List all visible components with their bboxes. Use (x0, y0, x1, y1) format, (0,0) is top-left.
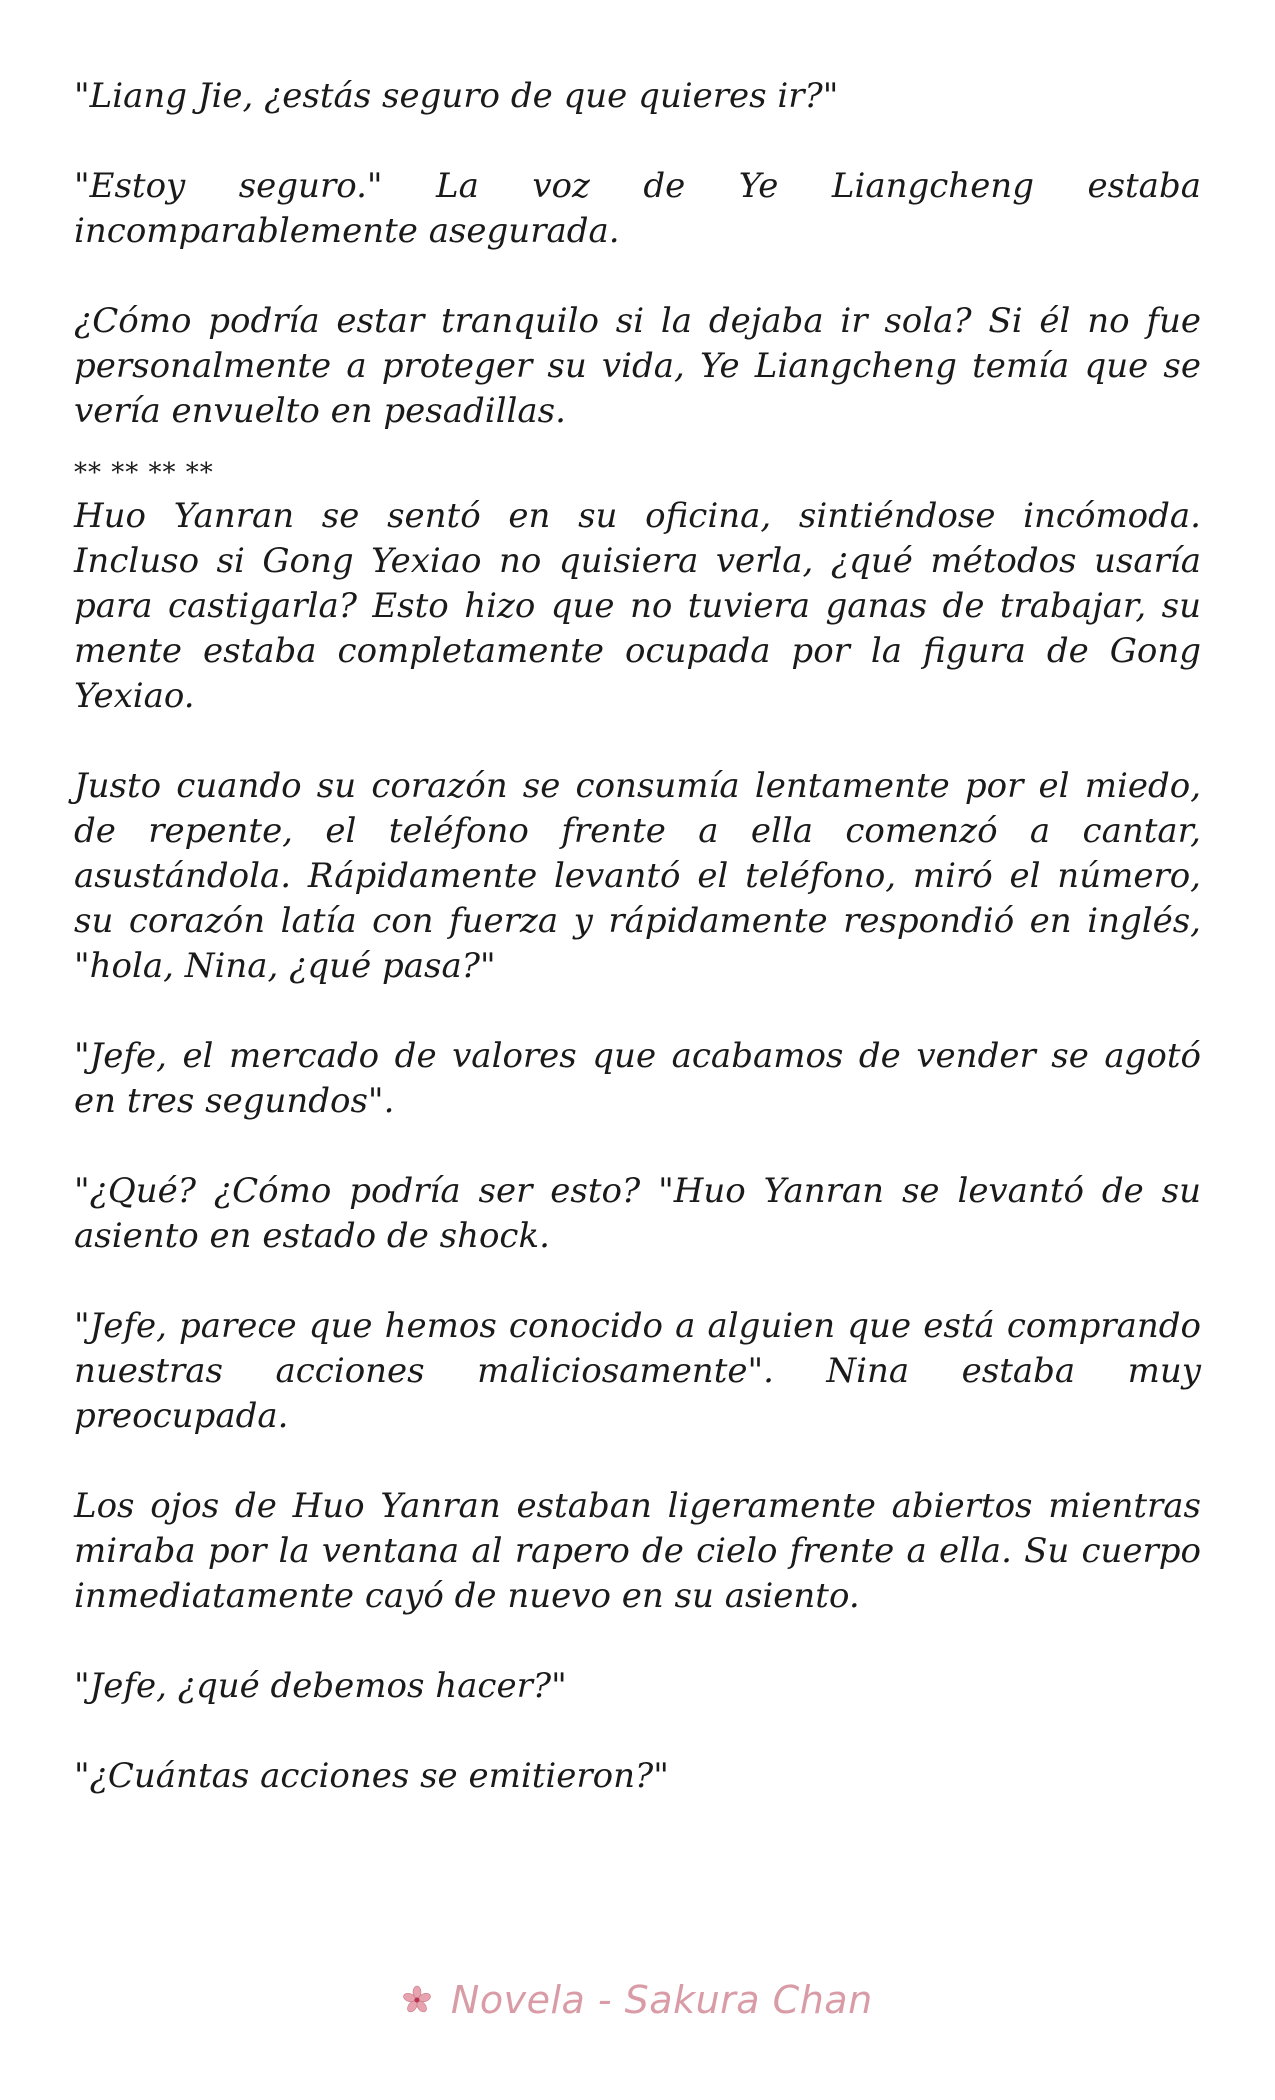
document-body (74, 74, 1201, 1844)
paragraph-11: "¿Cuántas acciones se emitieron?" (74, 1756, 669, 1796)
scene-separator: ** ** ** ** (74, 458, 214, 488)
paragraph-4: Huo Yanran se sentó en su oficina, sintiéndose incómoda. Incluso si Gong Yexiao no quisiera verla, ¿qué métodos usaría para castigarla? Esto hizo que no tuviera ganas de trabajar, su mente estaba completamente ocupada por la figura de Gong Yexiao. (74, 496, 1201, 716)
paragraph-8: "Jefe, parece que hemos conocido a alguien que está comprando nuestras acciones maliciosamente". Nina estaba muy preocupada. (74, 1306, 1201, 1436)
paragraph-3: ¿Cómo podría estar tranquilo si la dejaba ir sola? Si él no fue personalmente a proteger su vida, Ye Liangcheng temía que se vería envuelto en pesadillas. (74, 301, 1201, 431)
paragraph-5: Justo cuando su corazón se consumía lentamente por el miedo, de repente, el teléfono frente a ella comenzó a cantar, asustándola. Rápidamente levantó el teléfono, miró el número, su corazón latía con fuerza y rápidamente respondió en inglés, "hola, Nina, ¿qué pasa?" (74, 766, 1201, 986)
paragraph-6: "Jefe, el mercado de valores que acabamos de vender se agotó en tres segundos". (74, 1036, 1201, 1121)
footer-text: Novela - Sakura Chan (450, 1978, 873, 2022)
paragraph-9: Los ojos de Huo Yanran estaban ligeramente abiertos mientras miraba por la ventana al rapero de cielo frente a ella. Su cuerpo inmediatamente cayó de nuevo en su asiento. (74, 1486, 1201, 1616)
paragraph-1: "Liang Jie, ¿estás seguro de que quieres ir?" (74, 76, 839, 116)
sakura-flower-icon (402, 1980, 432, 2010)
paragraph-10: "Jefe, ¿qué debemos hacer?" (74, 1666, 567, 1706)
paragraph-2: "Estoy seguro." La voz de Ye Liangcheng estaba incomparablemente asegurada. (74, 166, 1201, 251)
watermark-footer (0, 1978, 1275, 2022)
spacer (74, 434, 1201, 452)
paragraph-7: "¿Qué? ¿Cómo podría ser esto? "Huo Yanran se levantó de su asiento en estado de shock. (74, 1171, 1201, 1256)
